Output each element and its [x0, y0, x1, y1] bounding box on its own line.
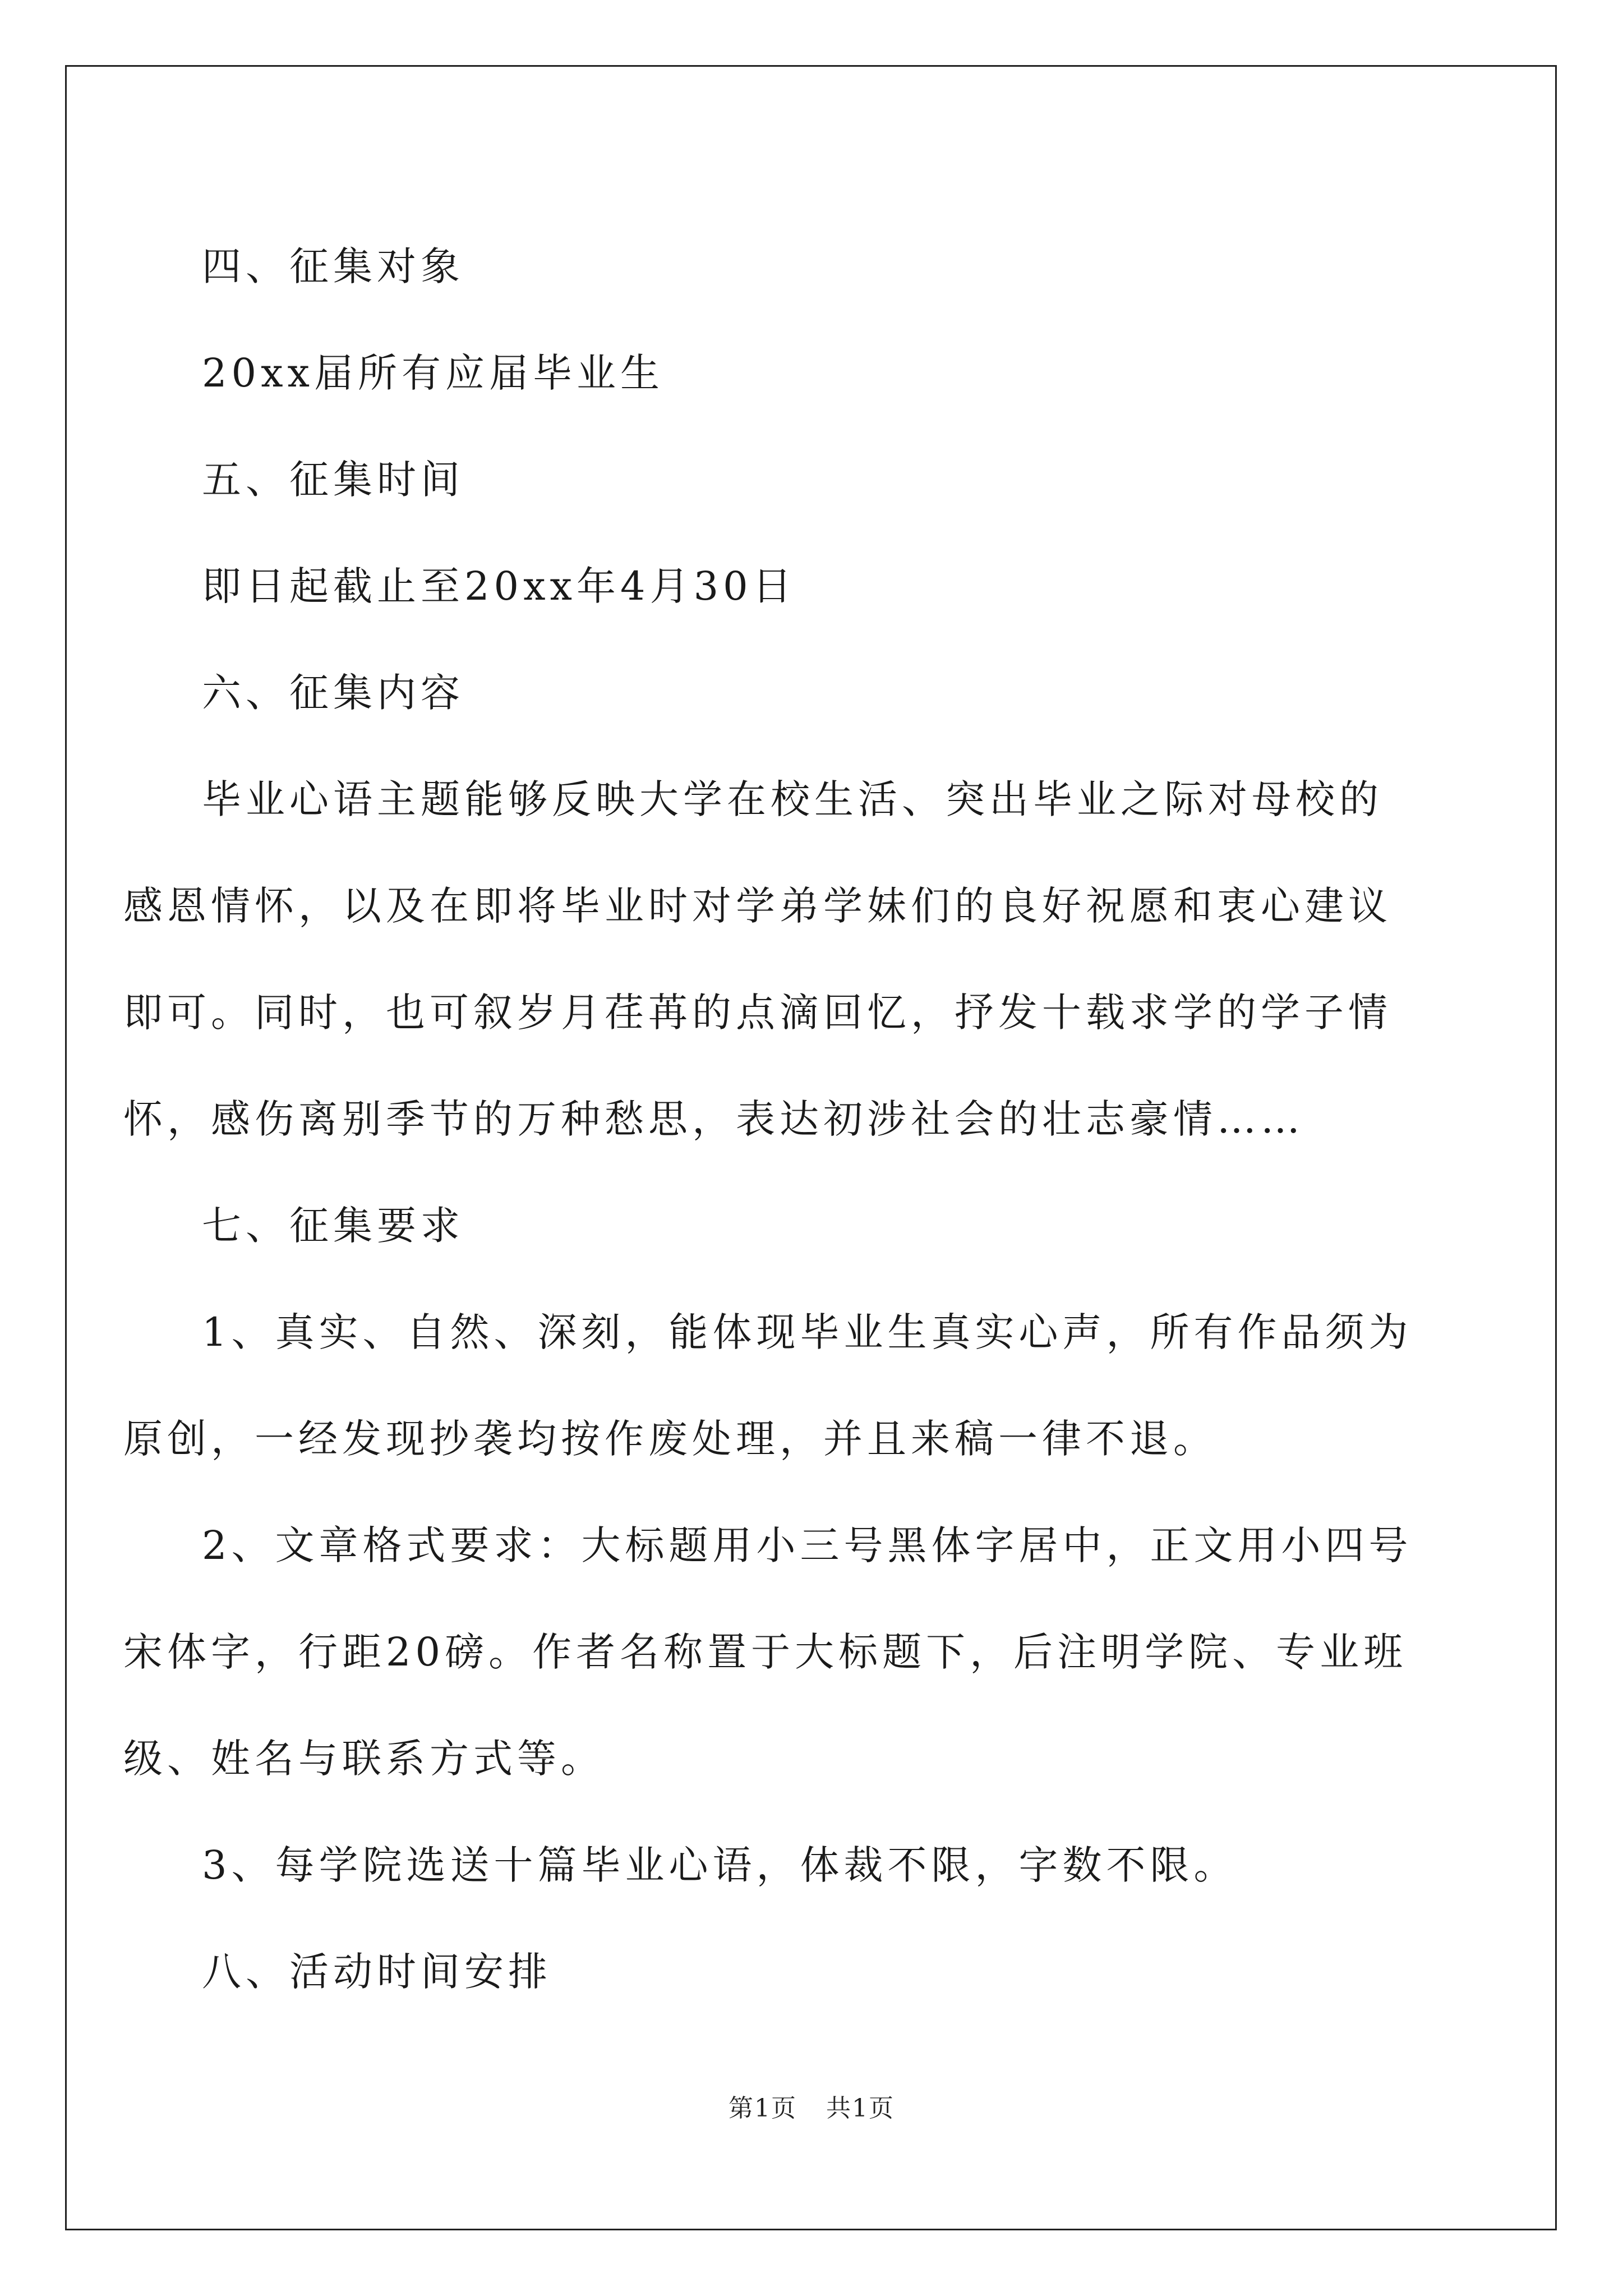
content-paragraph: 毕业心语主题能够反映大学在校生活、突出毕业之际对母校的感恩情怀，以及在即将毕业时对学弟学妹们的良好祝愿和衷心建议即可。同时，也可叙岁月荏苒的点滴回忆，抒发十载求学的学子情怀，感伤离别季节的万种愁思，表达初涉社会的壮志豪情…… — [123, 776, 1392, 1142]
section-heading-4: 四、征集对象 — [202, 243, 464, 289]
page-footer — [0, 2088, 1623, 2124]
section-heading-5: 五、征集时间 — [202, 457, 464, 503]
time-text: 即日起截止至20xx年4月30日 — [202, 563, 796, 609]
requirement-2: 2、文章格式要求：大标题用小三号黑体字居中，正文用小四号宋体字，行距20磅。作者名称置于大标题下，后注明学院、专业班级、姓名与联系方式等。 — [123, 1522, 1413, 1782]
section-heading-7: 七、征集要求 — [202, 1203, 464, 1249]
requirement-1: 1、真实、自然、深刻，能体现毕业生真实心声，所有作品须为原创，一经发现抄袭均按作废处理，并且来稿一律不退。 — [123, 1309, 1413, 1462]
section-heading-8: 八、活动时间安排 — [202, 1949, 552, 1995]
page-total: 共1页 — [826, 2094, 895, 2123]
target-text: 20xx届所有应届毕业生 — [202, 350, 665, 396]
page-number: 第1页 — [728, 2094, 797, 2123]
section-heading-6: 六、征集内容 — [202, 670, 464, 716]
requirement-3: 3、每学院选送十篇毕业心语，体裁不限，字数不限。 — [202, 1842, 1238, 1888]
document-body — [123, 213, 1424, 2025]
